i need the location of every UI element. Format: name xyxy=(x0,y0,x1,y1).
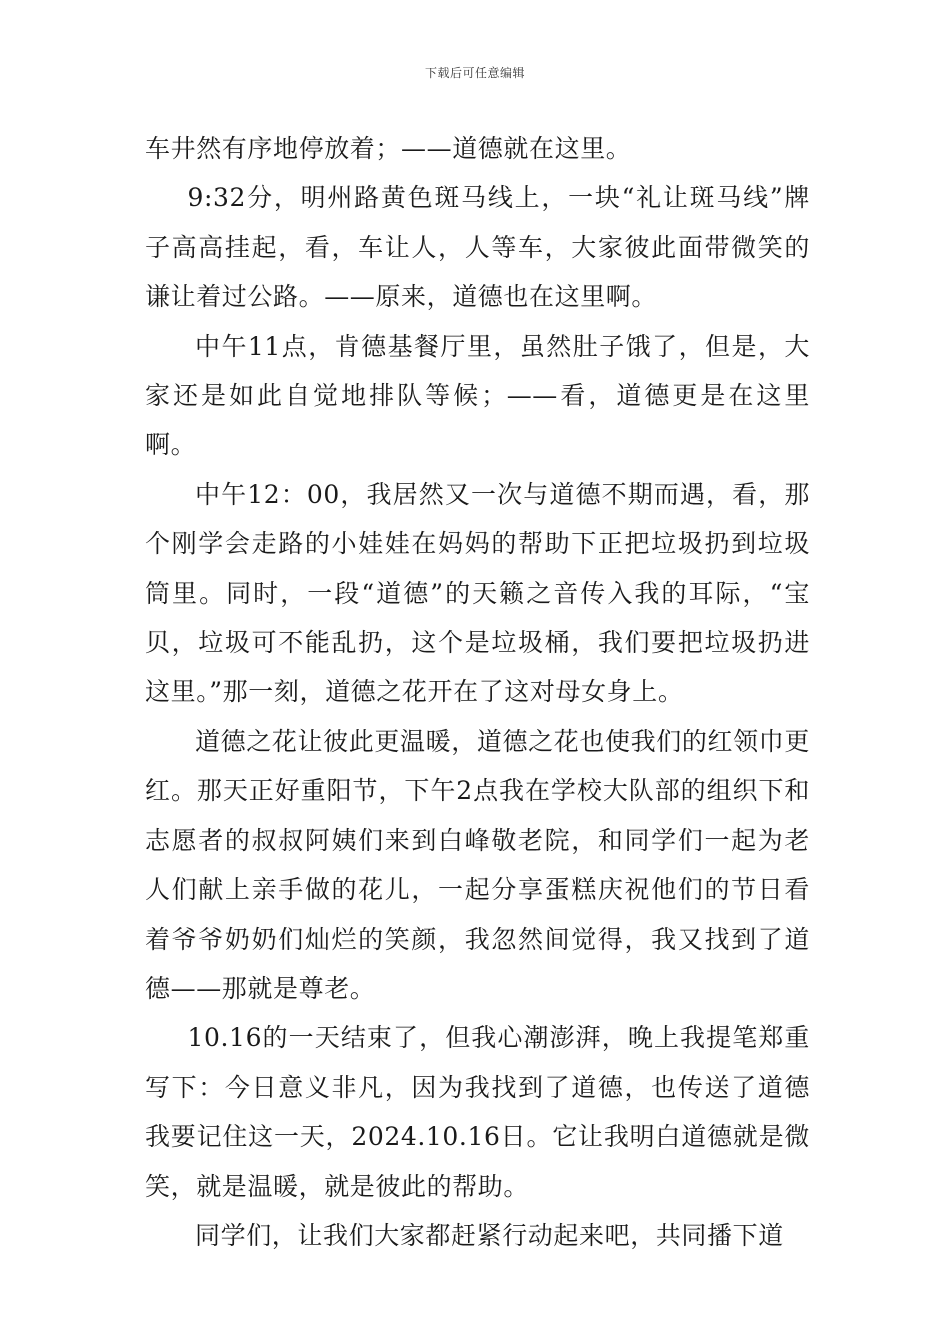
paragraph-call-to-action: 同学们，让我们大家都赶紧行动起来吧，共同播下道 xyxy=(195,1220,784,1250)
paragraph-day-summary: 10.16的一天结束了，但我心潮澎湃，晚上我提笔郑重写下：今日意义非凡，因为我找到了道德，也传送了道德我要记住这一天，2024.10.16日。它让我明白道德就是微笑，就是温暖，就是彼此的帮助。 xyxy=(145,1023,810,1201)
paragraph-zebra-crossing: 9:32分，明州路黄色斑马线上，一块“礼让斑马线”牌子高高挂起，看，车让人，人等车，大家彼此面带微笑的谦让着过公路。——原来，道德也在这里啊。 xyxy=(145,183,810,312)
paragraph-mother-daughter: 中午12：00，我居然又一次与道德不期而遇，看，那个刚学会走路的小娃娃在妈妈的帮助下正把垃圾扔到垃圾筒里。同时，一段“道德”的天籁之音传入我的耳际，“宝贝，垃圾可不能乱扔，这个是垃圾桶，我们要把垃圾扔进这里。”那一刻，道德之花开在了这对母女身上。 xyxy=(145,479,810,707)
paragraph-parking: 车井然有序地停放着；——道德就在这里。 xyxy=(145,134,632,163)
paragraph-kfc-queue: 中午11点，肯德基餐厅里，虽然肚子饿了，但是，大家还是如此自觉地排队等候；——看，道德更是在这里啊。 xyxy=(145,331,810,460)
document-body xyxy=(145,124,810,1260)
paragraph-nursing-home: 道德之花让彼此更温暖，道德之花也使我们的红领巾更红。那天正好重阳节，下午2点我在学校大队部的组织下和志愿者的叔叔阿姨们来到白峰敬老院，和同学们一起为老人们献上亲手做的花儿，一起分享蛋糕庆祝他们的节日看着爷爷奶奶们灿烂的笑颜，我忽然间觉得，我又找到了道德——那就是尊老。 xyxy=(145,726,810,1003)
page-header-note: 下载后可任意编辑 xyxy=(424,66,525,80)
